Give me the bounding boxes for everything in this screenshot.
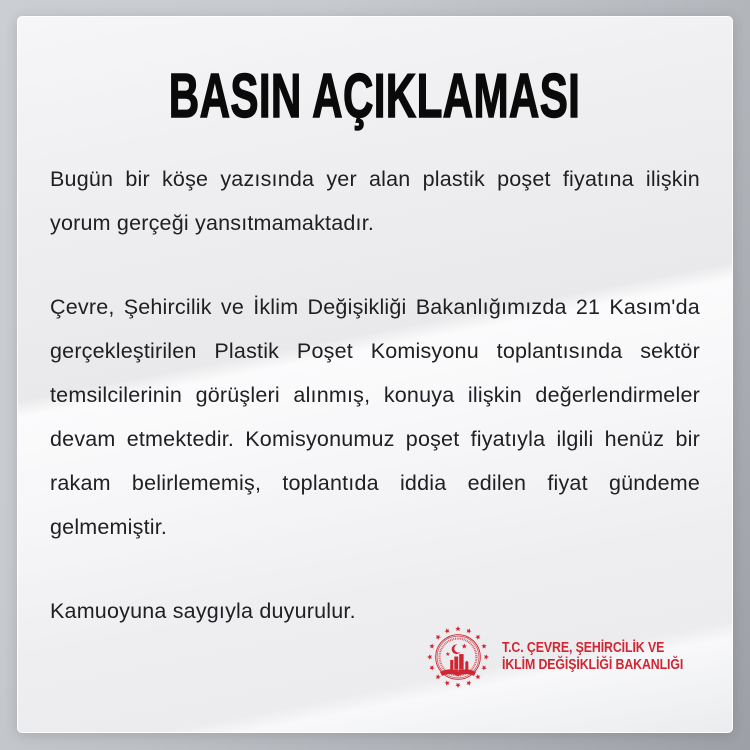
text-line: gelmemiştir. bbox=[50, 515, 168, 539]
ministry-name-line2: İKLİM DEĞİŞİKLİĞİ BAKANLIĞI bbox=[502, 657, 684, 673]
text-line: gerçekleştirilen Plastik Poşet Komisyonu toplantısında sektör bbox=[50, 339, 700, 363]
tr-ministry-environment-emblem-icon bbox=[425, 624, 491, 690]
text-line: Bugün bir köşe yazısında yer alan plastik poşet fiyatına ilişkin bbox=[50, 167, 700, 191]
text-line: temsilcilerinin görüşleri alınmış, konuya ilişkin değerlendirmeler bbox=[50, 383, 700, 407]
paragraph bbox=[50, 157, 700, 245]
page-title-wrap bbox=[18, 62, 732, 131]
press-release-card bbox=[17, 16, 733, 733]
ministry-signature bbox=[425, 624, 692, 690]
paragraph bbox=[50, 285, 700, 549]
page-title: BASIN AÇIKLAMASI bbox=[169, 62, 581, 131]
text-line: devam etmektedir. Komisyonumuz poşet fiyatıyla ilgili henüz bir bbox=[50, 427, 700, 451]
press-release-body bbox=[50, 157, 700, 633]
ministry-name bbox=[502, 640, 692, 674]
text-line: rakam belirlememiş, toplantıda iddia edilen fiyat gündeme bbox=[50, 471, 700, 495]
ministry-name-line1: T.C. ÇEVRE, ŞEHİRCİLİK VE bbox=[502, 640, 665, 656]
text-line: Kamuoyuna saygıyla duyurulur. bbox=[50, 599, 356, 623]
text-line: yorum gerçeği yansıtmamaktadır. bbox=[50, 211, 375, 235]
text-line: Çevre, Şehircilik ve İklim Değişikliği Bakanlığımızda 21 Kasım'da bbox=[50, 295, 700, 319]
